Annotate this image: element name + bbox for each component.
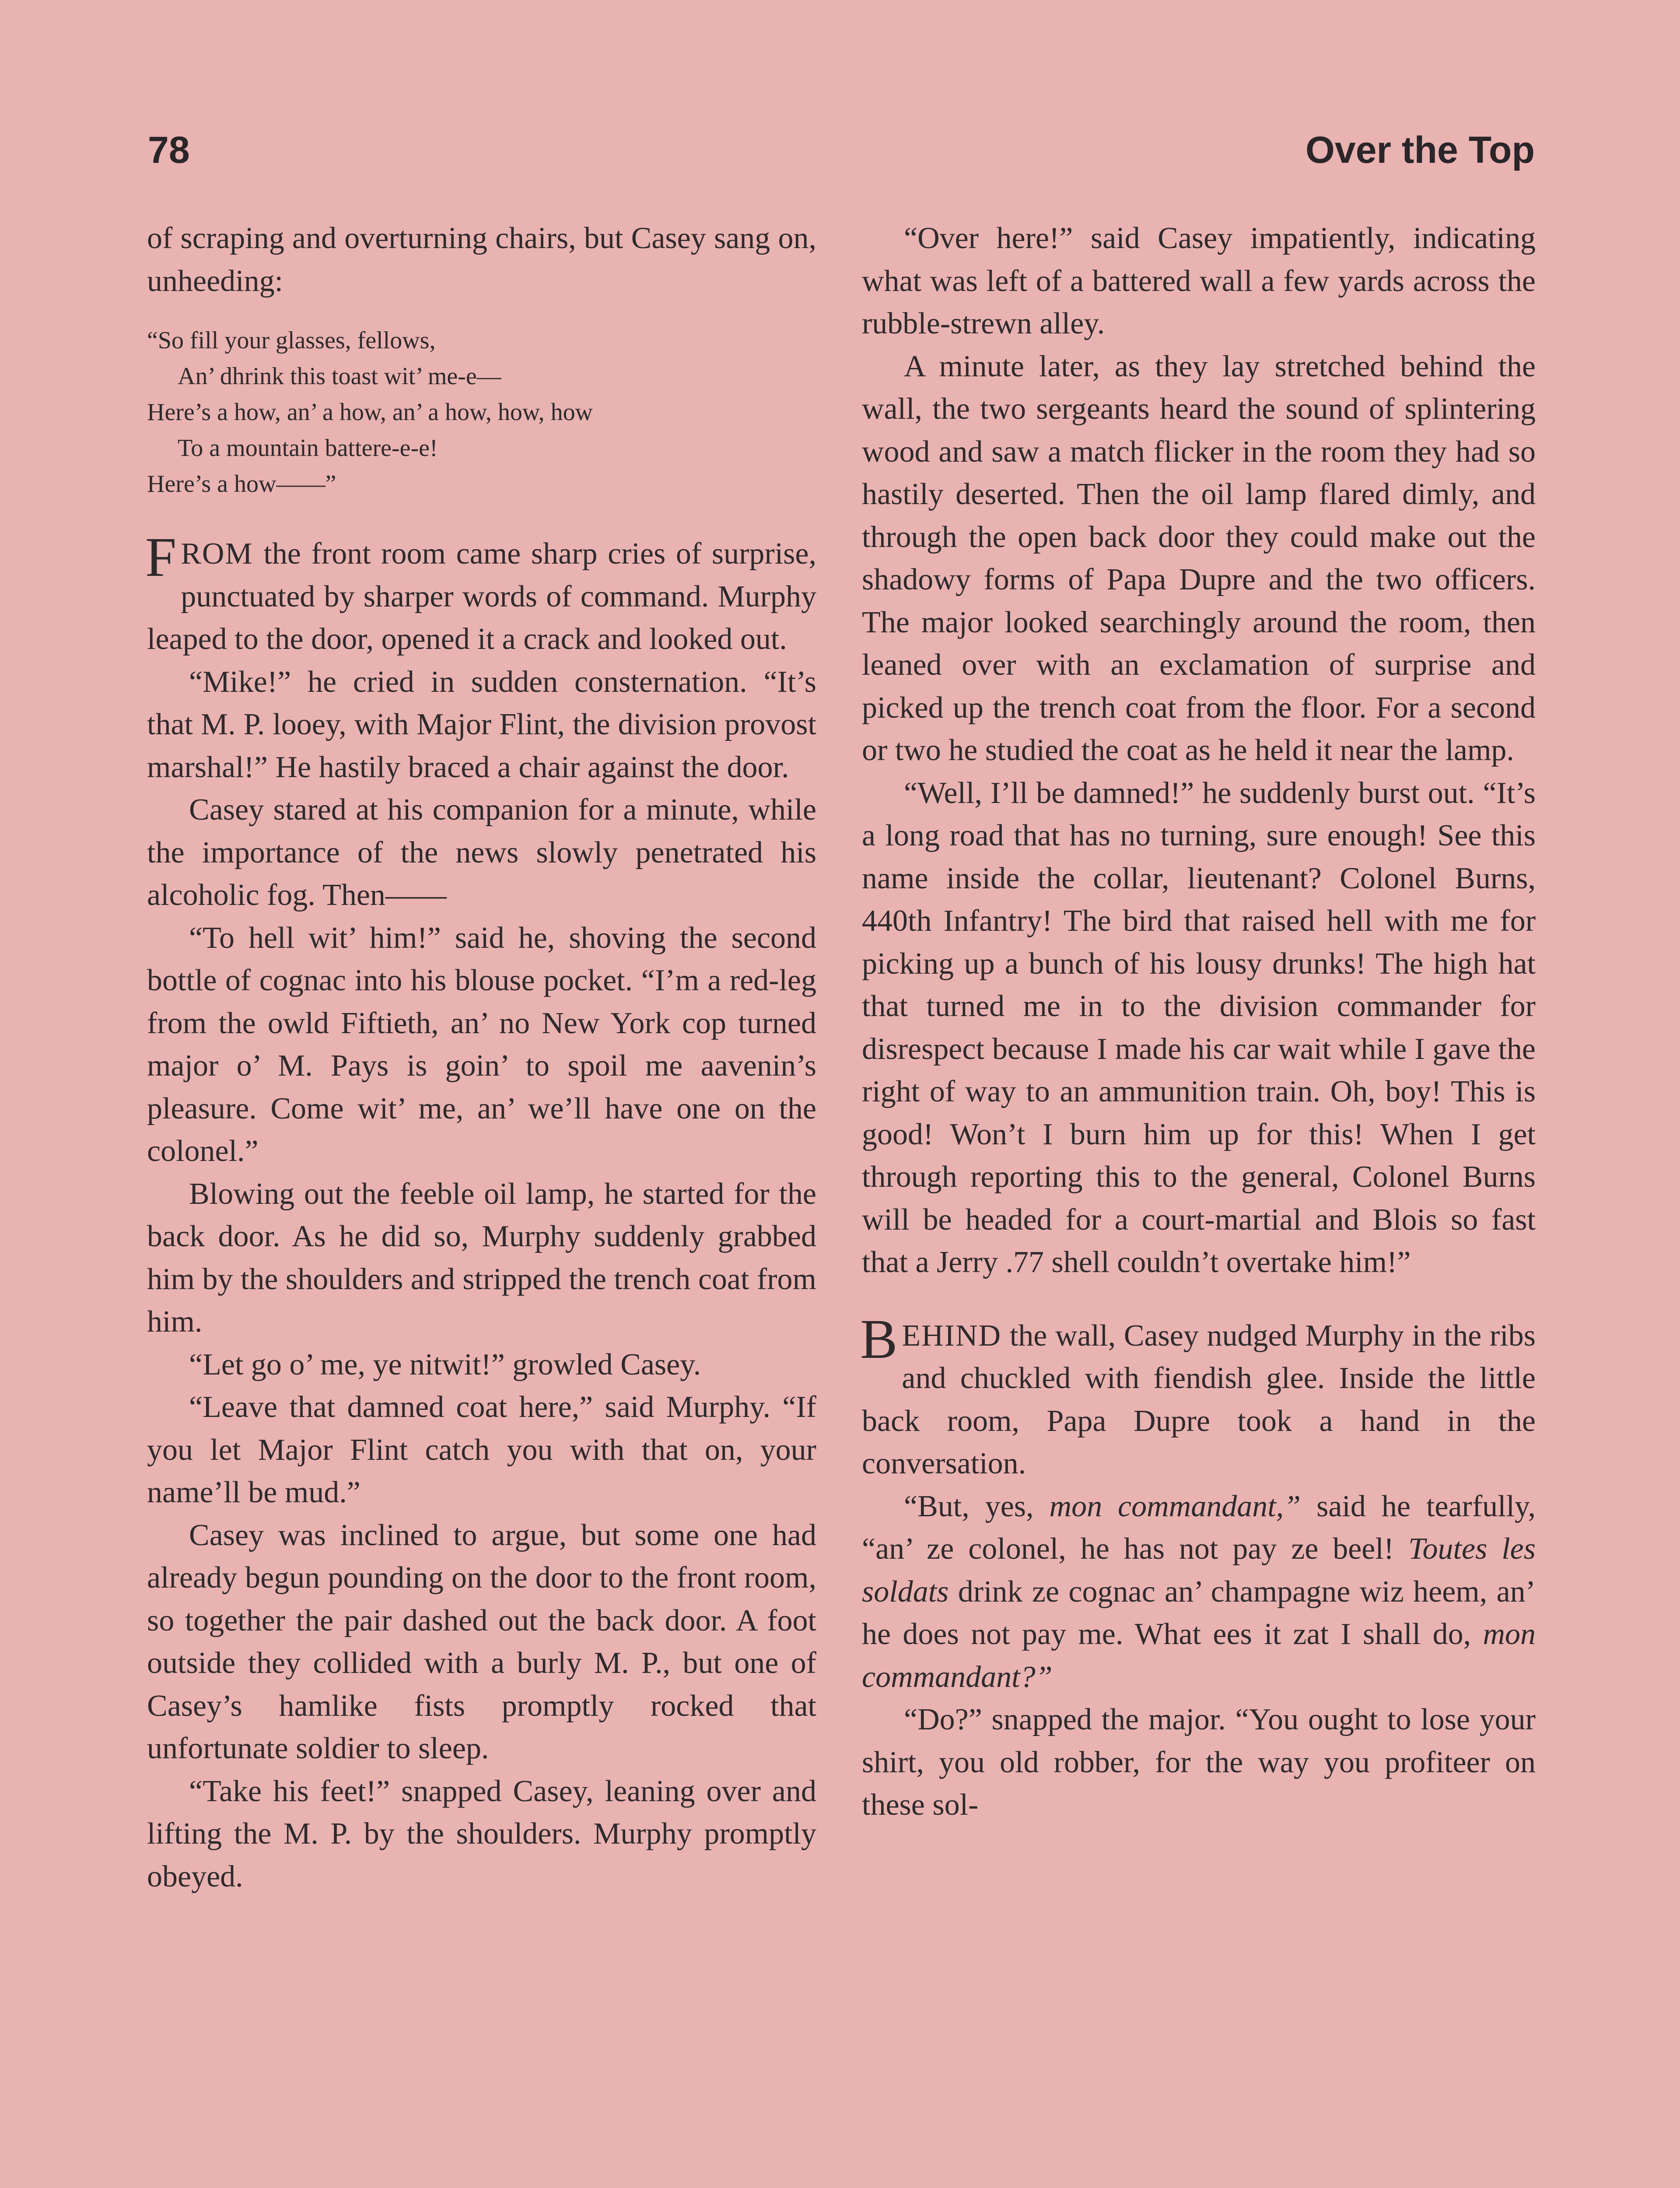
drop-cap: F — [145, 526, 177, 588]
paragraph: “Mike!” he cried in sudden consternation. “It’s that M. P. looey, with Major Flint, the division provost marshal!” He hastily braced a chair against the door. — [147, 665, 816, 784]
italic-text: Toutes les soldats — [862, 1532, 1536, 1609]
small-caps-lead: ROM — [181, 537, 253, 571]
paragraph: “Leave that damned coat here,” said Murphy. “If you let Major Flint catch you with that on, your name’ll be mud.” — [147, 1390, 816, 1509]
paragraph: A minute later, as they lay stretched behind the wall, the two sergeants heard the sound of splintering wood and saw a match flicker in the room they had so hastily deserted. Then the oil lamp flared dimly, and through the open back door they could make out the shadowy forms of Papa Dupre and the two officers. The major looked searchingly around the room, then leaned over with an exclamation of surprise and picked up the trench coat from the floor. For a second or two he studied the coat as he held it near the lamp. — [862, 349, 1536, 767]
paragraph: “Well, I’ll be damned!” he suddenly burst out. “It’s a long road that has no turning, sure enough! See this name inside the collar, lieutenant? Colonel Burns, 440th Infantry! The bird that raised hell with me for picking up a bunch of his lousy drunks! The high hat that turned me in to the division commander for disrespect because I made his car wait while I gave the right of way to an ammunition train. Oh, boy! This is good! Won’t I burn him up for this! When I get through reporting this to the general, Colonel Burns will be headed for a court-martial and Blois so fast that a Jerry .77 shell couldn’t overtake him!” — [862, 776, 1536, 1279]
paragraph: “To hell wit’ him!” said he, shoving the second bottle of cognac into his blouse pocket. “I’m a red-leg from the owld Fiftieth, an’ no New York cop turned major o’ M. Pays is goin’ to spoil me aavenin’s pleasure. Come wit’ me, an’ we’ll have one on the colonel.” — [147, 921, 816, 1168]
verse-line: “So fill your glasses, fellows, — [147, 327, 436, 354]
paragraph: Casey was inclined to argue, but some one had already begun pounding on the door to the front room, so together the pair dashed out the back door. A foot outside they collided with a burly M. P., but one of Casey’s hamlike fists promptly rocked that unfortunate soldier to sleep. — [147, 1518, 816, 1765]
text-run: “But, yes, — [904, 1489, 1050, 1523]
paragraph: Blowing out the feeble oil lamp, he started for the back door. As he did so, Murphy suddenly grabbed him by the shoulders and stripped the trench coat from him. — [147, 1177, 816, 1339]
song-verse — [147, 323, 816, 502]
section-opening-paragraph — [145, 526, 816, 661]
paragraph: “Over here!” said Casey impatiently, indicating what was left of a battered wall a few yards across the rubble-strewn alley. — [862, 221, 1536, 340]
paragraph — [862, 1485, 1536, 1699]
small-caps-lead: EHIND — [902, 1318, 1002, 1353]
paragraph: “Let go o’ me, ye nitwit!” growled Casey. — [189, 1347, 701, 1382]
paragraph: “Take his feet!” snapped Casey, leaning over and lifting the M. P. by the shoulders. Murphy promptly obeyed. — [147, 1774, 816, 1893]
text-run: drink ze cognac an’ champagne wiz heem, an’ he does not pay me. What ees it zat I shall do, — [862, 1574, 1536, 1651]
drop-cap: B — [860, 1308, 898, 1370]
paragraph-text: the wall, Casey nudged Murphy in the ribs and chuckled with fiendish glee. Inside the little back room, Papa Dupre took a hand in the conversation. — [862, 1318, 1536, 1480]
paragraph-text: the front room came sharp cries of surprise, punctuated by sharper words of command. Murphy leaped to the door, opened it a crack and looked out. — [147, 537, 816, 656]
paragraph: Casey stared at his companion for a minute, while the importance of the news slowly penetrated his alcoholic fog. Then—— — [147, 793, 816, 912]
italic-text: mon commandant,” — [1049, 1489, 1301, 1523]
paragraph: of scraping and overturning chairs, but Casey sang on, unheeding: — [147, 221, 816, 298]
verse-line: An’ dhrink this toast wit’ me-e— — [178, 363, 501, 390]
left-column — [147, 217, 816, 1898]
paragraph: “Do?” snapped the major. “You ought to lose your shirt, you old robber, for the way you profiteer on these sol- — [862, 1703, 1536, 1822]
section-opening-paragraph — [860, 1308, 1536, 1485]
italic-text: mon commandant?” — [862, 1617, 1536, 1694]
verse-line: Here’s a how, an’ a how, an’ a how, how, how — [147, 399, 593, 426]
verse-line: To a mountain battere-e-e! — [178, 435, 438, 462]
running-title: Over the Top — [1305, 129, 1535, 171]
page-number: 78 — [148, 129, 190, 171]
verse-line: Here’s a how——” — [147, 470, 336, 498]
right-column — [862, 217, 1536, 1827]
text-run: said he tearfully, “an’ ze colonel, he has not pay ze beel! — [862, 1489, 1536, 1566]
